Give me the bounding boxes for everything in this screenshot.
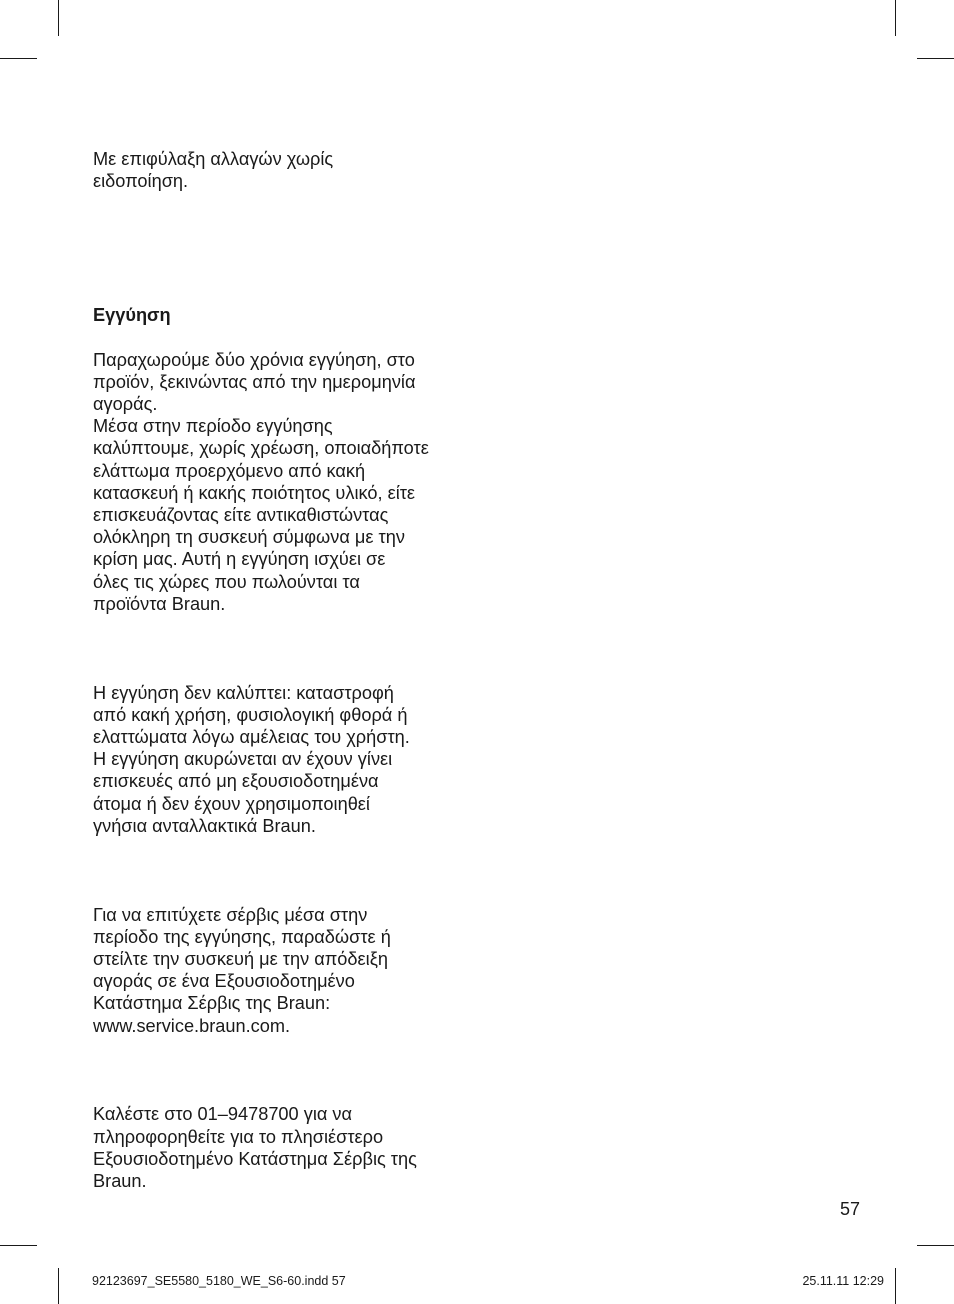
warranty-paragraph-service: Για να επιτύχετε σέρβις μέσα στην περίοδο της εγγύησης, παραδώστε ή στείλτε την συσκευή με την απόδειξη αγοράς σε ένα Εξουσιοδοτημένο Κατάστημα Σέρβις της Braun: www.service.braun.com. [93, 904, 391, 1036]
change-notice-text: Με επιφύλαξη αλλαγών χωρίς ειδοποίηση. [93, 149, 334, 192]
crop-mark-top-right-horizontal [917, 58, 954, 59]
paragraph-spacer [93, 637, 473, 659]
crop-mark-bottom-left-horizontal [0, 1245, 37, 1246]
paragraph-spacer [93, 859, 473, 881]
print-slug-file: 92123697_SE5580_5180_WE_S6-60.indd 57 [92, 1274, 346, 1288]
warranty-paragraph-coverage: Παραχωρούμε δύο χρόνια εγγύηση, στο προϊόν, ξεκινώντας από την ημερομηνία αγοράς. Μέσα στην περίοδο εγγύησης καλύπτουμε, χωρίς χρέωση, οποιαδήποτε ελάττωμα προερχόμενο από κακή κατασκευή ή κακής ποιότητος υλικό, είτε επισκευάζοντας είτε αντικαθιστώντας ολόκληρη τη συσκευή σύμφωνα με την κρίση μας. Αυτή η εγγύηση ισχύει σε όλες τις χώρες που πωλούνται τα προϊόντα Braun. [93, 349, 429, 614]
warranty-paragraph-contact: Καλέστε στο 01–9478700 για να πληροφορηθείτε για το πλησιέστερο Εξουσιοδοτημένο Κατάστημα Σέρβις της Braun. [93, 1104, 417, 1192]
print-slug-datetime: 25.11.11 12:29 [802, 1274, 884, 1288]
crop-mark-bottom-left-vertical [58, 1268, 59, 1304]
crop-mark-bottom-right-horizontal [917, 1245, 954, 1246]
paragraph-spacer [93, 1059, 473, 1081]
warranty-heading: Εγγύηση [93, 305, 171, 326]
warranty-section [93, 282, 473, 1214]
change-notice [93, 126, 473, 215]
crop-mark-top-left-horizontal [0, 58, 37, 59]
crop-mark-top-left-vertical [58, 0, 59, 36]
crop-mark-top-right-vertical [895, 0, 896, 36]
page-number: 57 [839, 1199, 860, 1219]
warranty-paragraph-exclusions: Η εγγύηση δεν καλύπτει: καταστροφή από κακή χρήση, φυσιολογική φθορά ή ελαττώματα λόγω αμέλειας του χρήστη. Η εγγύηση ακυρώνεται αν έχουν γίνει επισκευές από μη εξουσιοδοτημένα άτομα ή δεν έχουν χρησιμοποιηθεί γνήσια ανταλλακτικά Braun. [93, 682, 410, 836]
crop-mark-bottom-right-vertical [895, 1268, 896, 1304]
